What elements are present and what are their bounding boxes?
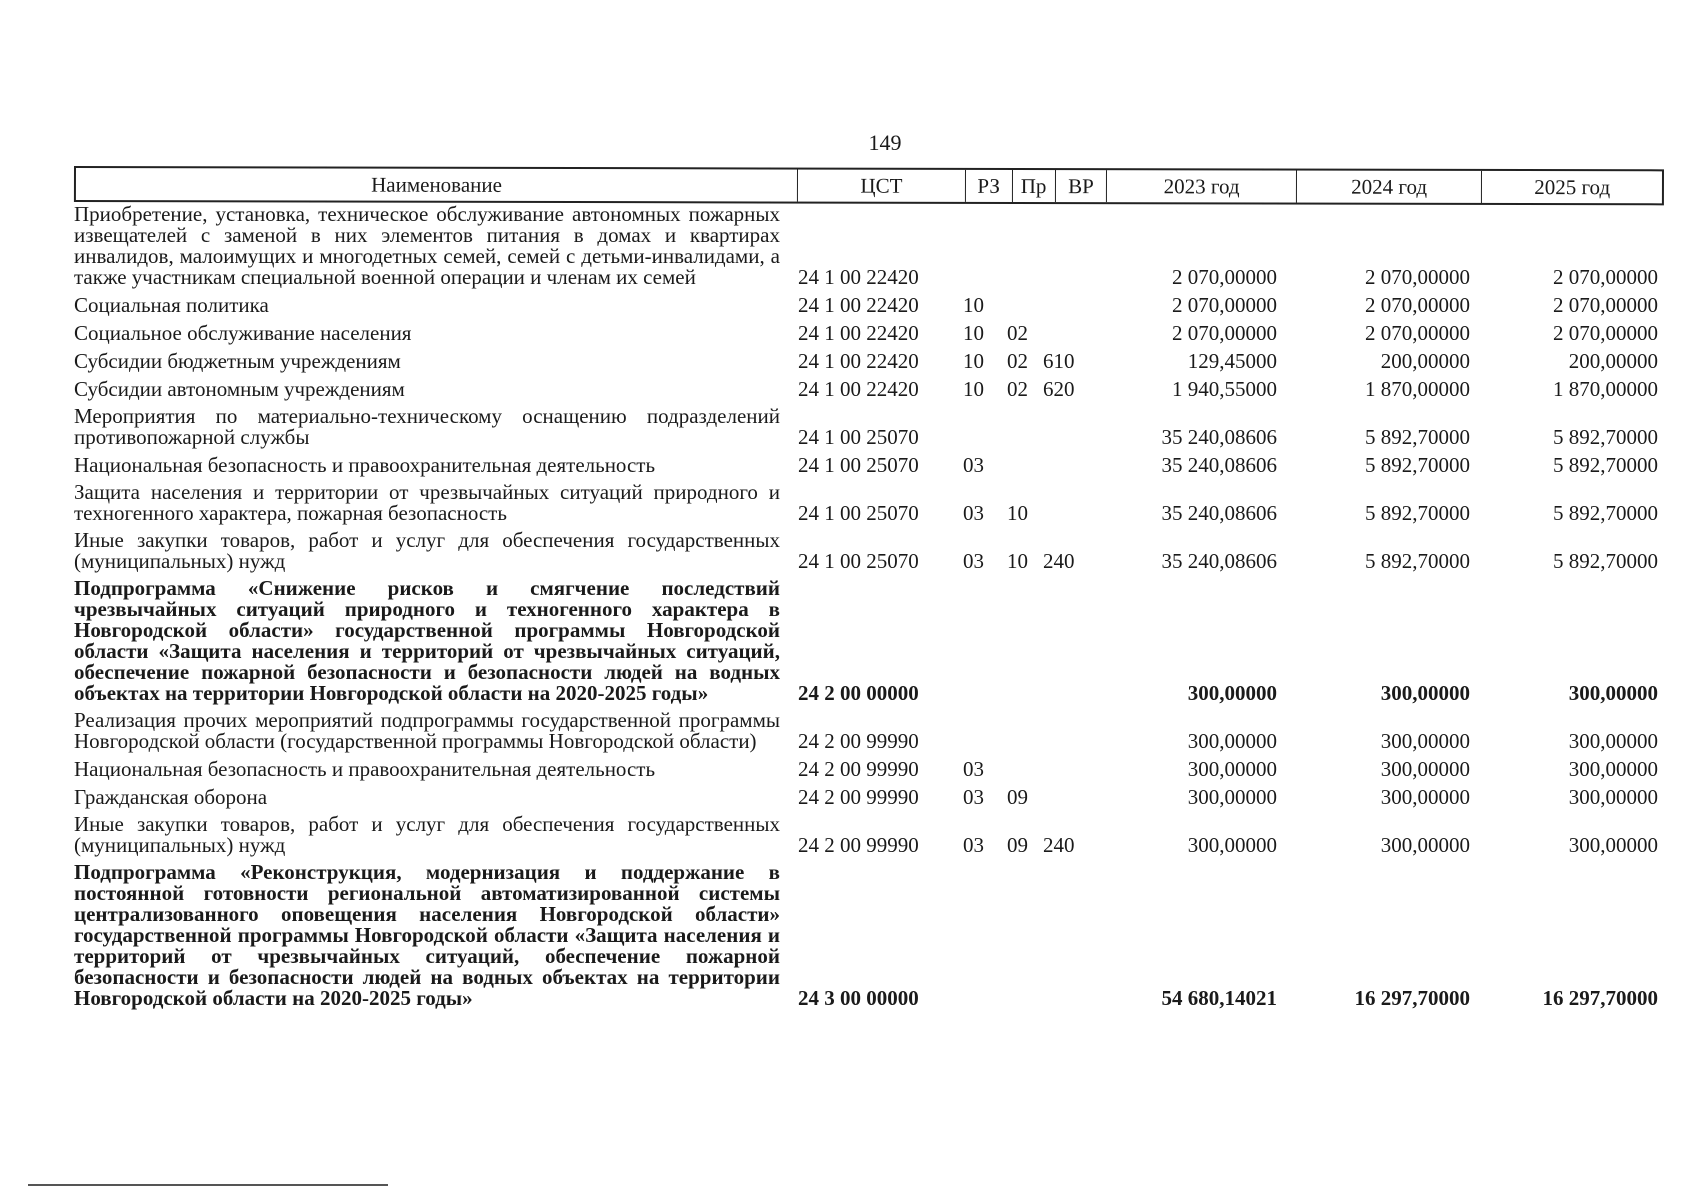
row-name: Мероприятия по материально-техническому оснащению подразделений противопожарной службы: [74, 404, 780, 449]
row-2023: 35 240,08606: [1161, 501, 1277, 525]
table-row: [66, 378, 1666, 400]
row-2023: 129,45000: [1187, 349, 1277, 373]
row-2023: 300,00000: [1187, 833, 1277, 857]
row-rz: 10: [963, 321, 984, 345]
row-rz: 03: [963, 757, 984, 781]
row-2024: 2 070,00000: [1365, 321, 1470, 345]
row-cst: 24 1 00 22420: [798, 377, 919, 401]
row-2023: 300,00000: [1187, 729, 1277, 753]
row-name: Иные закупки товаров, работ и услуг для обеспечения государственных (муниципальных) нужд: [74, 812, 780, 857]
column-header-vr: ВР: [1055, 170, 1107, 202]
row-2023: 35 240,08606: [1161, 549, 1277, 573]
row-2025: 300,00000: [1568, 785, 1658, 809]
row-cst: 24 1 00 25070: [798, 453, 919, 477]
row-cst: 24 1 00 22420: [798, 265, 919, 289]
row-pr: 02: [1007, 377, 1028, 401]
row-cst: 24 2 00 99990: [798, 833, 919, 857]
row-rz: 03: [963, 833, 984, 857]
row-vr: 610: [1043, 349, 1075, 373]
row-2025: 5 892,70000: [1553, 453, 1658, 477]
row-name: Субсидии автономным учреждениям: [74, 377, 405, 401]
row-cst: 24 1 00 25070: [798, 549, 919, 573]
table-row-subprogram: [66, 862, 1666, 1009]
column-header-name: Наименование: [76, 168, 798, 202]
table-row: [66, 814, 1666, 856]
row-rz: 10: [963, 349, 984, 373]
row-cst: 24 3 00 00000: [798, 986, 919, 1010]
row-2024: 200,00000: [1380, 349, 1470, 373]
table-row: [66, 454, 1666, 476]
column-header-pr: Пр: [1013, 170, 1056, 202]
row-name: Приобретение, установка, техническое обслуживание автономных пожарных извещателей с заменой в них элементов питания в домах и квартирах инвалидов, малоимущих и многодетных семей, семей с детьми-инвалидами, а также участникам специальной военной операции и членам их семей: [74, 202, 780, 289]
row-cst: 24 1 00 22420: [798, 349, 919, 373]
row-name: Национальная безопасность и правоохранительная деятельность: [74, 757, 656, 781]
row-2024: 300,00000: [1380, 729, 1470, 753]
row-2023: 35 240,08606: [1161, 453, 1277, 477]
row-2025: 200,00000: [1568, 349, 1658, 373]
row-2024: 5 892,70000: [1365, 501, 1470, 525]
row-pr: 10: [1007, 549, 1028, 573]
row-cst: 24 2 00 99990: [798, 785, 919, 809]
row-rz: 03: [963, 501, 984, 525]
row-rz: 10: [963, 293, 984, 317]
row-2024: 5 892,70000: [1365, 453, 1470, 477]
row-2023: 2 070,00000: [1172, 293, 1277, 317]
row-2023: 2 070,00000: [1172, 265, 1277, 289]
column-header-2023: 2023 год: [1107, 170, 1297, 202]
budget-table-body: [66, 204, 1666, 1009]
row-2024: 1 870,00000: [1365, 377, 1470, 401]
row-2024: 300,00000: [1380, 757, 1470, 781]
row-2023: 1 940,55000: [1172, 377, 1277, 401]
table-row: [66, 294, 1666, 316]
row-2025: 300,00000: [1568, 681, 1658, 705]
row-2024: 5 892,70000: [1365, 425, 1470, 449]
row-2023: 300,00000: [1187, 681, 1277, 705]
row-rz: 03: [963, 549, 984, 573]
row-cst: 24 1 00 25070: [798, 501, 919, 525]
table-header: [74, 166, 1664, 205]
row-2025: 300,00000: [1568, 833, 1658, 857]
table-row: [66, 758, 1666, 780]
table-row: [66, 530, 1666, 572]
table-row: [66, 406, 1666, 448]
row-vr: 620: [1043, 377, 1075, 401]
row-rz: 10: [963, 377, 984, 401]
row-name: Реализация прочих мероприятий подпрограммы государственной программы Новгородской области (государственной программы Новгородской области): [74, 708, 780, 753]
row-2025: 5 892,70000: [1553, 501, 1658, 525]
row-cst: 24 2 00 99990: [798, 729, 919, 753]
row-2023: 35 240,08606: [1161, 425, 1277, 449]
row-2025: 16 297,70000: [1542, 986, 1658, 1010]
row-vr: 240: [1043, 549, 1075, 573]
row-2024: 300,00000: [1380, 833, 1470, 857]
row-cst: 24 2 00 00000: [798, 681, 919, 705]
row-2025: 5 892,70000: [1553, 425, 1658, 449]
row-2025: 2 070,00000: [1553, 265, 1658, 289]
row-2025: 2 070,00000: [1553, 293, 1658, 317]
row-cst: 24 1 00 22420: [798, 321, 919, 345]
row-name: Иные закупки товаров, работ и услуг для обеспечения государственных (муниципальных) нужд: [74, 528, 780, 573]
column-header-cst: ЦСТ: [798, 170, 966, 202]
row-2024: 5 892,70000: [1365, 549, 1470, 573]
row-2023: 2 070,00000: [1172, 321, 1277, 345]
row-cst: 24 1 00 22420: [798, 293, 919, 317]
row-2025: 300,00000: [1568, 729, 1658, 753]
row-name: Подпрограмма «Реконструкция, модернизация и поддержание в постоянной готовности региональной автоматизированной системы централизованного оповещения населения Новгородской области» государственной программы Новгородской области «Защита населения и территорий от чрезвычайных ситуаций, обеспечение пожарной безопасности и безопасности людей на водных объектах на территории Новгородской области на 2020-2025 годы»: [74, 860, 780, 1010]
row-rz: 03: [963, 785, 984, 809]
row-2025: 300,00000: [1568, 757, 1658, 781]
row-pr: 09: [1007, 785, 1028, 809]
row-vr: 240: [1043, 833, 1075, 857]
row-rz: 03: [963, 453, 984, 477]
column-header-2025: 2025 год: [1534, 175, 1611, 200]
row-name: Защита населения и территории от чрезвычайных ситуаций природного и техногенного характера, пожарная безопасность: [74, 480, 780, 525]
column-header-2024: 2024 год: [1297, 171, 1483, 203]
page-number: 149: [868, 130, 902, 155]
row-pr: 02: [1007, 349, 1028, 373]
row-pr: 09: [1007, 833, 1028, 857]
table-row: [66, 482, 1666, 524]
row-name: Субсидии бюджетным учреждениям: [74, 349, 401, 373]
table-row: [66, 204, 1666, 288]
row-2024: 300,00000: [1380, 681, 1470, 705]
row-name: Гражданская оборона: [74, 785, 268, 809]
row-name: Социальное обслуживание населения: [74, 321, 412, 345]
scan-edge-line: [28, 1184, 388, 1186]
row-2025: 1 870,00000: [1553, 377, 1658, 401]
row-2023: 300,00000: [1187, 785, 1277, 809]
row-name: Подпрограмма «Снижение рисков и смягчение последствий чрезвычайных ситуаций природного и техногенного характера в Новгородской области» государственной программы Новгородской области «Защита населения и территорий от чрезвычайных ситуаций, обеспечение пожарной безопасности и безопасности людей на водных объектах на территории Новгородской области на 2020-2025 годы»: [74, 576, 780, 705]
row-pr: 02: [1007, 321, 1028, 345]
table-row: [66, 786, 1666, 808]
row-pr: 10: [1007, 501, 1028, 525]
table-row: [66, 710, 1666, 752]
table-row: [66, 350, 1666, 372]
row-2024: 2 070,00000: [1365, 293, 1470, 317]
column-header-rz: РЗ: [966, 170, 1013, 202]
row-2023: 300,00000: [1187, 757, 1277, 781]
row-name: Социальная политика: [74, 293, 269, 317]
row-cst: 24 1 00 25070: [798, 425, 919, 449]
table-row: [66, 322, 1666, 344]
row-2023: 54 680,14021: [1161, 986, 1277, 1010]
row-2024: 16 297,70000: [1354, 986, 1470, 1010]
row-2024: 300,00000: [1380, 785, 1470, 809]
row-name: Национальная безопасность и правоохранительная деятельность: [74, 453, 656, 477]
row-cst: 24 2 00 99990: [798, 757, 919, 781]
row-2025: 5 892,70000: [1553, 549, 1658, 573]
row-2025: 2 070,00000: [1553, 321, 1658, 345]
row-2024: 2 070,00000: [1365, 265, 1470, 289]
table-row-subprogram: [66, 578, 1666, 704]
